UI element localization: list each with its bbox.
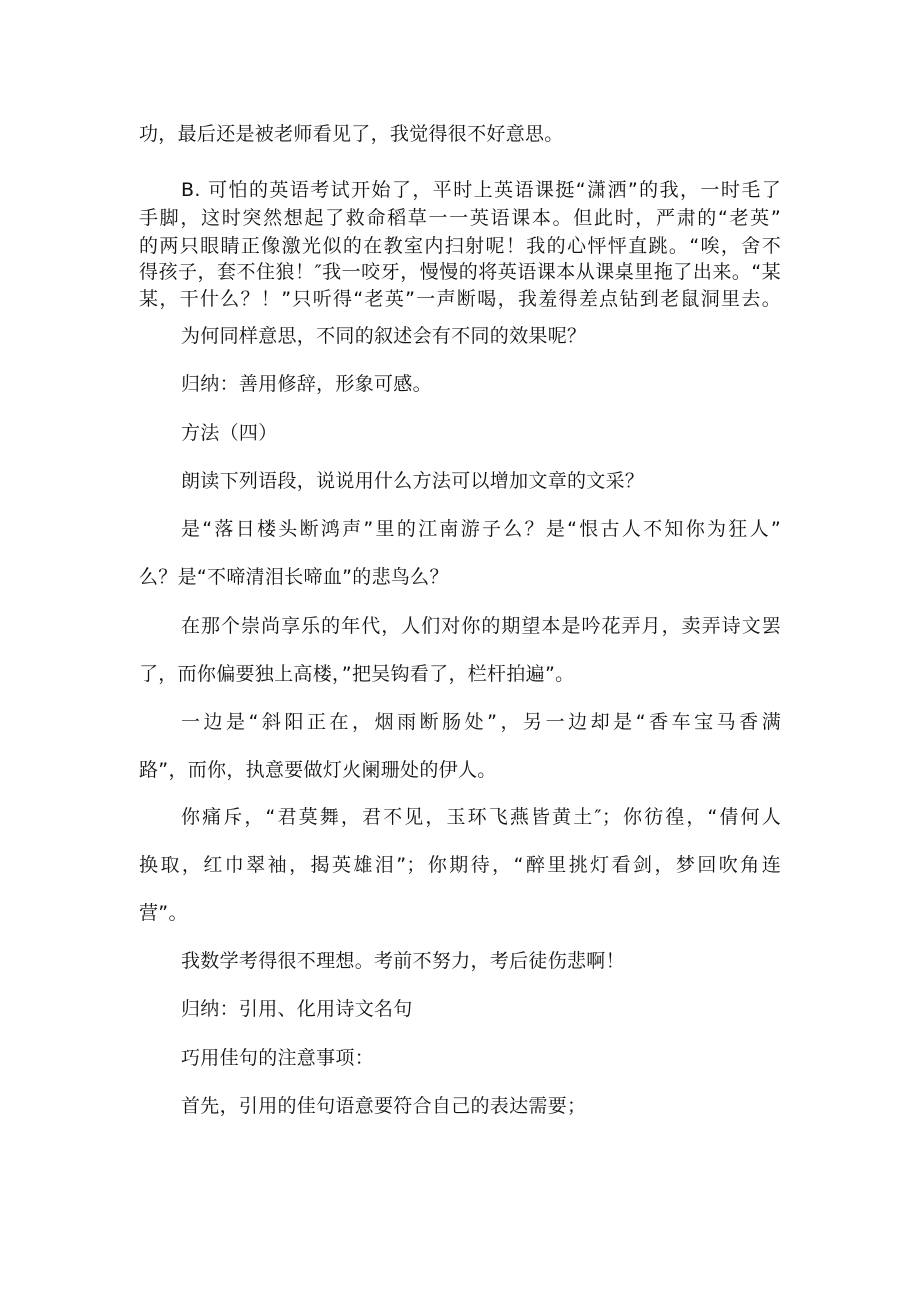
paragraph-line: 某，干什么？！”只听得“老英”一声断喝，我羞得差点钻到老鼠洞里去。	[139, 288, 781, 310]
paragraph-line: 是“落日楼头断鸿声”里的江南游子么？是“恨古人不知你为狂人”	[181, 518, 781, 540]
paragraph-line: 我数学考得很不理想。考前不努力，考后徒伤悲啊！	[181, 950, 625, 972]
paragraph-line: 一边是“斜阳正在，烟雨断肠处”，另一边却是“香车宝马香满	[181, 711, 781, 733]
paragraph-line: 么？是“不啼清泪长啼血”的悲鸟么？	[139, 566, 449, 588]
paragraph-line: 首先，引用的佳句语意要符合自己的表达需要；	[181, 1095, 587, 1117]
paragraph-line: 得孩子，套不住狼！″我一咬牙，慢慢的将英语课本从课桌里拖了出来。“某	[139, 261, 781, 283]
paragraph-line: 在那个崇尚享乐的年代，人们对你的期望本是吟花弄月，卖弄诗文罢	[181, 615, 781, 637]
paragraph-line: 归纳：善用修辞，形象可感。	[181, 373, 432, 395]
paragraph-line: 换取，红巾翠袖，揭英雄泪”；你期待，“醉里挑灯看剑，梦回吹角连	[139, 854, 781, 876]
paragraph-line: 的两只眼睛正像激光似的在教室内扫射呢！我的心怦怦直跳。“唉，舍不	[139, 235, 781, 257]
paragraph-line: 归纳：引用、化用诗文名句	[181, 998, 413, 1020]
paragraph-line: B. 可怕的英语考试开始了，平时上英语课挺“潇洒”的我，一时毛了	[181, 179, 781, 201]
paragraph-line: 巧用佳句的注意事项：	[181, 1047, 375, 1069]
paragraph-line: 朗读下列语段，说说用什么方法可以增加文章的文采？	[181, 470, 645, 492]
paragraph-line: 手脚，这时突然想起了救命稻草一一英语课本。但此时，严肃的“老英”	[139, 207, 781, 229]
section-heading: 方法（四）	[181, 422, 278, 444]
paragraph-line: 了，而你偏要独上高楼，”把吴钩看了，栏杆拍遍”。	[139, 663, 575, 685]
paragraph-line: 功，最后还是被老师看见了，我觉得很不好意思。	[139, 123, 564, 145]
paragraph-line: 营”。	[139, 902, 188, 924]
paragraph-line: 路”，而你，执意要做灯火阑珊处的伊人。	[139, 759, 497, 781]
paragraph-line: 为何同样意思，不同的叙述会有不同的效果呢？	[181, 325, 587, 347]
paragraph-line: 你痛斥，“君莫舞，君不见，玉环飞燕皆黄土″；你彷徨，“倩何人	[181, 806, 781, 828]
